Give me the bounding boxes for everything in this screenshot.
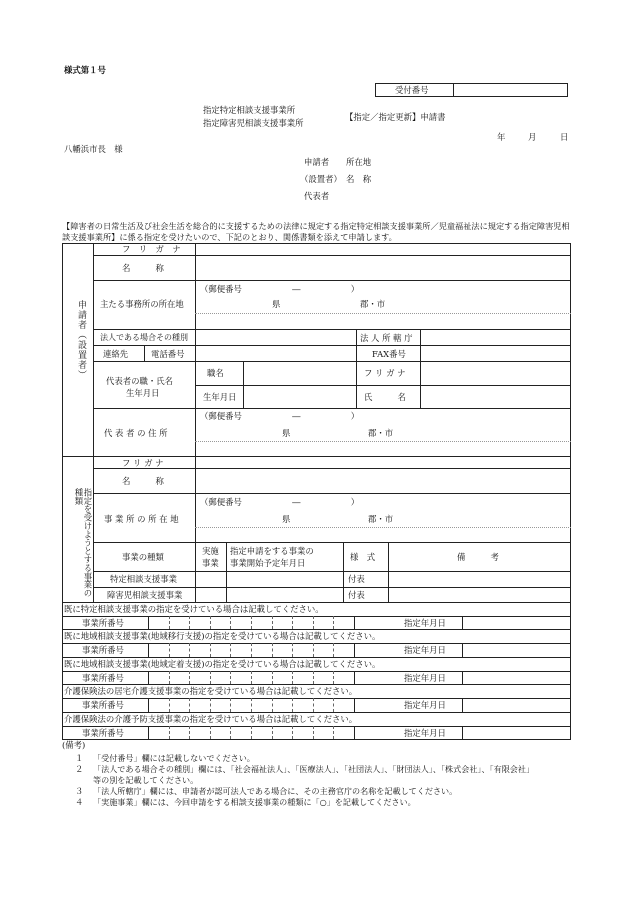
designation-date-field[interactable] [465,672,568,683]
s2-office-addr-label: 事 業 所 の 所 在 地 [104,514,179,524]
office-number-field[interactable] [150,644,352,655]
s2-implement-header-1: 実施 [202,546,219,556]
designation-date-field[interactable] [465,727,568,738]
office-number-field[interactable] [150,617,352,628]
office-number-field[interactable] [150,699,352,710]
s2-row-attach: 付表 [348,574,365,584]
already-text: 既に地域相談支援事業(地域定着支援)の指定を受けている場合は記載してください。 [64,658,381,669]
s1-rep-birth-label: 生年月日 [126,388,160,398]
office-number-label: 事業所番号 [82,727,124,738]
s2-row-remarks[interactable] [392,573,567,585]
already-text: 既に特定相談支援事業の指定を受けている場合は記載してください。 [64,604,324,614]
section2-side-label: 指定を受けようとする事業の種類 [74,488,93,598]
note-number: ４ [75,797,84,807]
s1-furigana2-label: フ リ ガ ナ [364,368,406,378]
s1-corp-type-field[interactable] [200,332,350,342]
applicant-addr-label: 所在地 [346,157,372,167]
s1-rep-pref: 県 [282,428,291,438]
title-line2: 指定障害児相談支援事業所 [203,118,304,128]
s1-city: 郡・市 [360,299,386,309]
s1-corp-office-label: 法 人 所 轄 庁 [360,333,413,343]
s1-fax-field[interactable] [424,348,564,358]
designation-date-field[interactable] [465,617,568,628]
s1-rep-title-label: 代表者の職・氏名 [106,376,173,386]
s2-row-start-date[interactable] [229,589,341,601]
s1-fullname-field[interactable] [424,389,564,405]
s1-main-office-label: 主たる事務所の所在地 [100,299,184,309]
designation-date-label: 指定年月日 [404,672,446,683]
intro-text: 【障害者の日常生活及び社会生活を総合的に支援するための法律に規定する指定特定相談支援事業所／児童福祉法に規定する指定障害児相談支援事業所】に係る指定を受けたいので、下記のとおり、関係書類を添えて申請します。 [62,221,570,242]
title-line1: 指定特定相談支援事業所 [203,105,296,115]
s1-name-label: 名 称 [122,263,164,273]
office-number-label: 事業所番号 [82,672,124,683]
note-text: 「法人である場合その種別」欄には、「社会福祉法人」、「医療法人」、「社団法人」、「財団法人」、「株式会社」、「有限会社」 [93,764,535,774]
s1-tel-field[interactable] [200,348,350,358]
s1-rep-city: 郡・市 [368,428,394,438]
s2-row-implement[interactable] [198,589,224,601]
s2-row-attach: 付表 [348,590,365,600]
note-number: １ [75,753,84,763]
s1-rep-furigana-field[interactable] [424,365,564,381]
s1-rep-addr-label: 代 表 者 の 住 所 [104,428,168,438]
designation-date-field[interactable] [465,699,568,710]
already-text: 既に地域相談支援事業(地域移行支援)の指定を受けている場合は記載してください。 [64,631,381,642]
s2-row-remarks[interactable] [392,589,567,601]
note-text: 「受付番号」欄には記載しないでください。 [93,753,255,763]
applicant-label: 申請者 [304,157,330,167]
notes-header: (備考) [62,740,86,750]
designation-date-label: 指定年月日 [404,618,446,628]
designation-date-label: 指定年月日 [404,700,446,711]
date-month: 月 [528,132,537,142]
addressee: 八幡浜市長 様 [64,144,123,154]
applicant-name-label: 名 称 [346,174,372,184]
s2-row-label: 特定相談支援事業 [110,574,177,584]
office-number-label: 事業所番号 [82,700,124,711]
already-text: 介護保険法の居宅介護支援事業の指定を受けている場合は記載してください。 [64,686,358,697]
applicant-paren: （設置者） [300,174,342,184]
s2-city: 郡・市 [368,514,394,524]
applicant-rep-label: 代表者 [304,191,330,201]
s1-birthdate-label: 生年月日 [203,392,237,402]
office-number-field[interactable] [150,727,352,738]
date-year: 年 [497,132,506,142]
s1-birthdate-field[interactable] [248,389,352,405]
s1-position-label: 職名 [207,368,224,378]
office-number-label: 事業所番号 [82,645,124,656]
note-number: ３ [75,786,84,796]
s1-name-field[interactable] [200,260,560,276]
note-text: 「実施事業」欄には、今回申請をする相談支援事業の種類に「○」を記載してください。 [93,797,416,807]
section1-side-label: 申請者（設置者） [76,300,86,380]
reception-label: 受付番号 [395,85,429,95]
s2-name-field[interactable] [200,473,560,489]
s1-pref: 県 [272,299,281,309]
designation-date-label: 指定年月日 [404,727,446,738]
s2-implement-header-2: 事業 [202,558,219,568]
s1-corp-type-label: 法人である場合その種別 [100,333,188,342]
note-text: 等の別を記載してください。 [93,775,199,785]
s2-start-header-1: 指定申請をする事業の [230,546,314,556]
s1-furigana-label: フ リ ガ ナ [122,244,181,254]
s1-corp-office-field[interactable] [424,332,564,342]
title-suffix: 【指定／指定更新】申請書 [345,112,446,122]
form-number: 様式第１号 [64,65,106,75]
s2-row-label: 障害児相談支援事業 [107,590,183,600]
s1-contact-label: 連絡先 [103,349,129,359]
designation-date-label: 指定年月日 [404,645,446,656]
s2-postal: （郵便番号 ― ） [200,497,360,507]
s2-furigana-field[interactable] [200,459,560,467]
s1-furigana-field[interactable] [200,245,560,254]
s2-row-start-date[interactable] [229,573,341,585]
s2-pref: 県 [282,514,291,524]
s2-form-header: 様 式 [350,552,376,562]
s1-fullname-label: 氏 名 [364,392,406,402]
office-number-field[interactable] [150,672,352,683]
s2-kind-header: 事業の種類 [122,552,164,562]
s2-start-header-2: 事業開始予定年月日 [230,558,306,568]
s2-remarks-header: 備 考 [457,552,499,562]
office-number-label: 事業所番号 [82,618,124,628]
s2-name-label: 名 称 [122,476,164,486]
s1-postal: （郵便番号 ― ） [200,284,360,294]
s1-fax-label: FAX番号 [372,349,406,359]
date-day: 日 [560,132,569,142]
note-number: ２ [75,764,84,774]
reception-value[interactable] [460,86,560,94]
s2-row-implement[interactable] [198,573,224,585]
designation-date-field[interactable] [465,644,568,655]
already-text: 介護保険法の介護予防支援事業の指定を受けている場合は記載してください。 [64,713,358,724]
note-text: 「法人所轄庁」欄には、申請者が認可法人である場合に、その主務官庁の名称を記載してください。 [93,786,458,796]
s1-rep-postal: （郵便番号 ― ） [200,411,360,421]
s1-tel-label: 電話番号 [151,349,185,359]
s2-furigana-label: フ リ ガ ナ [122,458,164,468]
s1-position-field[interactable] [248,365,352,381]
